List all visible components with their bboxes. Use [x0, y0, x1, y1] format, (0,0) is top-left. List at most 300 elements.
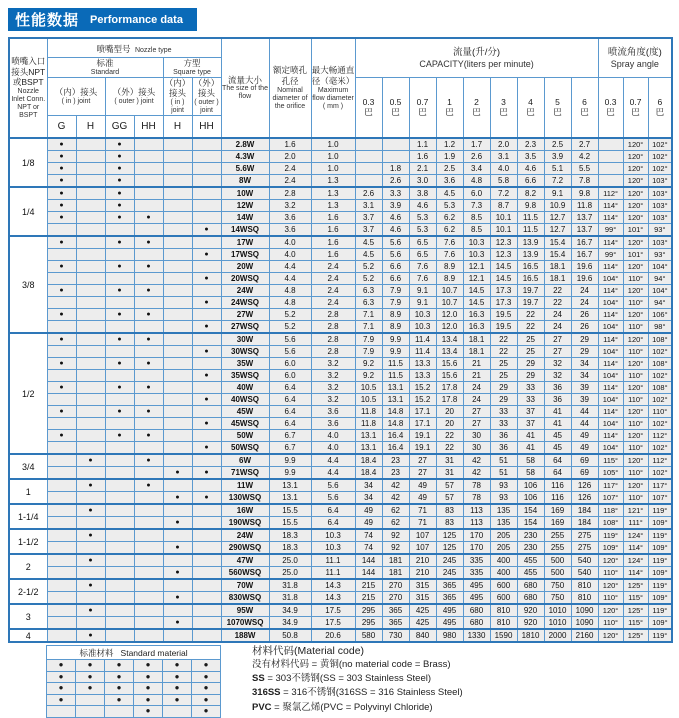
capacity-value: 13.3 — [409, 370, 436, 382]
spray-angle-value: 110° — [598, 567, 623, 580]
capacity-value: 680 — [463, 617, 490, 630]
capacity-value: 78 — [463, 479, 490, 492]
availability-dot: ● — [105, 406, 134, 418]
model-number: 188W — [221, 629, 269, 642]
availability-empty — [76, 346, 105, 358]
capacity-value: 10.5 — [355, 394, 382, 406]
spray-angle-value: 104° — [598, 394, 623, 406]
model-number: 20W — [221, 261, 269, 273]
capacity-value: 810 — [490, 604, 517, 617]
availability-empty — [76, 285, 105, 297]
capacity-value: 24 — [571, 285, 598, 297]
orifice-diameter: 2.4 — [269, 175, 311, 188]
capacity-value: 920 — [517, 617, 544, 630]
availability-empty — [76, 138, 105, 151]
capacity-value: 215 — [355, 592, 382, 605]
table-row — [9, 333, 672, 346]
availability-dot: ● — [47, 212, 76, 224]
availability-empty — [163, 224, 192, 237]
capacity-value: 1090 — [571, 604, 598, 617]
capacity-value: 14.5 — [463, 297, 490, 309]
capacity-value: 45 — [544, 430, 571, 442]
max-flow-diameter: 10.3 — [311, 542, 355, 555]
capacity-value: 21 — [463, 370, 490, 382]
header-connection-HH: HH — [192, 116, 221, 139]
orifice-diameter: 5.2 — [269, 309, 311, 321]
capacity-value: 6.0 — [463, 187, 490, 200]
spray-angle-value: 119° — [598, 529, 623, 542]
spray-angle-value: 102° — [648, 442, 672, 455]
availability-dot: ● — [105, 236, 134, 249]
capacity-value: 170 — [463, 529, 490, 542]
capacity-value: 29 — [571, 333, 598, 346]
availability-dot: ● — [192, 224, 221, 237]
spray-angle-value: 99° — [598, 249, 623, 261]
capacity-value: 29 — [490, 382, 517, 394]
availability-empty — [47, 554, 76, 567]
capacity-value: 335 — [463, 567, 490, 580]
spray-angle-value: 109° — [648, 617, 672, 630]
model-number: 11W — [221, 479, 269, 492]
orifice-diameter: 5.2 — [269, 321, 311, 334]
capacity-value: 58 — [517, 467, 544, 480]
availability-dot: ● — [163, 542, 192, 555]
capacity-value: 36 — [490, 430, 517, 442]
capacity-value: 23 — [382, 467, 409, 480]
spray-angle-value: 120° — [623, 138, 648, 151]
header-square-outer-joint: （外）接头 ( outer ) joint — [193, 77, 220, 114]
pipe-size: 1/2 — [9, 333, 47, 454]
availability-empty — [163, 163, 192, 175]
capacity-value: 17.8 — [436, 382, 463, 394]
capacity-value: 810 — [490, 617, 517, 630]
spray-angle-value: 102° — [648, 138, 672, 151]
pipe-size: 3 — [9, 604, 47, 629]
capacity-value: 24 — [463, 382, 490, 394]
orifice-diameter: 2.4 — [269, 163, 311, 175]
capacity-value: 8.7 — [490, 200, 517, 212]
availability-empty — [47, 542, 76, 555]
max-flow-diameter: 3.2 — [311, 382, 355, 394]
availability-empty — [47, 467, 76, 480]
availability-empty — [76, 567, 105, 580]
capacity-value: 1090 — [571, 617, 598, 630]
capacity-value: 230 — [517, 542, 544, 555]
availability-dot: ● — [134, 309, 163, 321]
availability-empty — [163, 236, 192, 249]
capacity-value: 30 — [463, 442, 490, 455]
capacity-value: 12.1 — [463, 273, 490, 285]
capacity-value: 1330 — [463, 629, 490, 642]
max-flow-diameter: 1.6 — [311, 212, 355, 224]
availability-empty — [163, 394, 192, 406]
availability-dot: ● — [76, 604, 105, 617]
orifice-diameter: 3.6 — [269, 224, 311, 237]
availability-empty — [105, 504, 134, 517]
model-number: 14W — [221, 212, 269, 224]
capacity-value — [355, 163, 382, 175]
availability-empty — [47, 592, 76, 605]
availability-empty — [47, 273, 76, 285]
availability-empty — [163, 382, 192, 394]
availability-empty — [134, 273, 163, 285]
table-row — [9, 567, 672, 580]
material-dot: ● — [105, 671, 134, 683]
availability-empty — [134, 554, 163, 567]
capacity-value: 425 — [409, 617, 436, 630]
spray-angle-value: 120° — [623, 454, 648, 467]
orifice-diameter: 5.6 — [269, 346, 311, 358]
capacity-value: 10.7 — [436, 297, 463, 309]
capacity-value: 170 — [463, 542, 490, 555]
availability-empty — [192, 542, 221, 555]
capacity-value: 49 — [355, 517, 382, 530]
model-number: 190WSQ — [221, 517, 269, 530]
capacity-value: 113 — [463, 517, 490, 530]
capacity-value: 4.5 — [355, 249, 382, 261]
availability-empty — [163, 200, 192, 212]
capacity-value: 18.4 — [355, 467, 382, 480]
availability-empty — [192, 504, 221, 517]
capacity-value: 365 — [382, 604, 409, 617]
material-row — [47, 671, 221, 683]
spray-angle-value: 108° — [598, 517, 623, 530]
max-flow-diameter: 2.4 — [311, 273, 355, 285]
capacity-value: 74 — [355, 529, 382, 542]
capacity-value: 14.8 — [382, 418, 409, 430]
capacity-value: 27 — [409, 467, 436, 480]
spray-angle-value: 112° — [648, 454, 672, 467]
capacity-value: 500 — [544, 567, 571, 580]
capacity-value: 12.3 — [490, 249, 517, 261]
capacity-value: 154 — [517, 504, 544, 517]
availability-empty — [163, 321, 192, 334]
capacity-value: 2000 — [544, 629, 571, 642]
max-flow-diameter: 17.5 — [311, 604, 355, 617]
capacity-value: 39 — [571, 382, 598, 394]
max-flow-diameter: 1.6 — [311, 224, 355, 237]
capacity-value: 6.2 — [436, 224, 463, 237]
orifice-diameter: 6.4 — [269, 406, 311, 418]
capacity-value: 25 — [490, 370, 517, 382]
availability-empty — [105, 273, 134, 285]
capacity-value: 7.6 — [409, 261, 436, 273]
availability-empty — [134, 138, 163, 151]
spray-angle-value: 106° — [648, 309, 672, 321]
availability-empty — [163, 297, 192, 309]
capacity-value: 600 — [490, 579, 517, 592]
availability-empty — [47, 297, 76, 309]
capacity-value: 26 — [571, 321, 598, 334]
orifice-diameter: 4.8 — [269, 297, 311, 309]
availability-empty — [192, 358, 221, 370]
table-row — [9, 151, 672, 163]
capacity-value: 495 — [463, 592, 490, 605]
availability-empty — [76, 592, 105, 605]
capacity-value: 3.1 — [490, 151, 517, 163]
availability-empty — [134, 370, 163, 382]
availability-dot: ● — [105, 187, 134, 200]
capacity-value: 181 — [382, 554, 409, 567]
orifice-diameter: 50.8 — [269, 629, 311, 642]
capacity-value: 13.9 — [517, 236, 544, 249]
model-number: 4.3W — [221, 151, 269, 163]
availability-empty — [163, 346, 192, 358]
spray-angle-value: 93° — [648, 224, 672, 237]
max-flow-diameter: 5.6 — [311, 492, 355, 505]
availability-dot: ● — [134, 236, 163, 249]
material-dot: ● — [47, 671, 76, 683]
orifice-diameter: 2.0 — [269, 151, 311, 163]
capacity-value: 400 — [490, 567, 517, 580]
availability-empty — [134, 467, 163, 480]
capacity-value: 6.6 — [382, 261, 409, 273]
availability-empty — [47, 529, 76, 542]
spray-angle-value: 103° — [648, 236, 672, 249]
availability-empty — [47, 394, 76, 406]
capacity-value: 1.1 — [409, 138, 436, 151]
table-row — [9, 163, 672, 175]
capacity-value: 9.2 — [355, 370, 382, 382]
availability-empty — [134, 579, 163, 592]
capacity-value: 13.1 — [382, 394, 409, 406]
capacity-value: 7.1 — [355, 309, 382, 321]
pipe-size: 1-1/2 — [9, 529, 47, 554]
max-flow-diameter: 4.4 — [311, 454, 355, 467]
availability-dot: ● — [192, 418, 221, 430]
capacity-value: 8.9 — [382, 321, 409, 334]
material-dot: ● — [134, 706, 163, 718]
capacity-value: 169 — [544, 517, 571, 530]
material-empty — [105, 706, 134, 718]
capacity-value: 3.6 — [436, 175, 463, 188]
model-number: 30W — [221, 333, 269, 346]
orifice-diameter: 13.1 — [269, 492, 311, 505]
table-row — [9, 358, 672, 370]
max-flow-diameter: 1.6 — [311, 236, 355, 249]
page-title — [8, 8, 197, 31]
capacity-value: 315 — [409, 579, 436, 592]
availability-dot: ● — [192, 321, 221, 334]
spray-angle-value: 107° — [648, 492, 672, 505]
header-pressure-5-bar: 5 巴 — [544, 77, 571, 138]
capacity-value: 18.1 — [463, 346, 490, 358]
capacity-value: 230 — [517, 529, 544, 542]
material-dot: ● — [163, 683, 192, 695]
capacity-value: 13.7 — [571, 224, 598, 237]
availability-empty — [163, 418, 192, 430]
availability-dot: ● — [192, 394, 221, 406]
availability-dot: ● — [47, 430, 76, 442]
availability-empty — [192, 592, 221, 605]
orifice-diameter: 1.6 — [269, 138, 311, 151]
material-empty — [47, 706, 76, 718]
spray-angle-value: 110° — [623, 418, 648, 430]
capacity-value: 93 — [490, 492, 517, 505]
availability-empty — [192, 261, 221, 273]
header-flow-size: 流量大小 The size of the flow — [221, 38, 269, 138]
capacity-value: 42 — [463, 454, 490, 467]
orifice-diameter: 31.8 — [269, 579, 311, 592]
availability-empty — [192, 430, 221, 442]
availability-empty — [163, 529, 192, 542]
availability-empty — [47, 517, 76, 530]
spray-angle-value: 120° — [623, 200, 648, 212]
availability-empty — [163, 175, 192, 188]
spray-angle-value: 104° — [598, 442, 623, 455]
capacity-value: 7.9 — [355, 333, 382, 346]
material-dot: ● — [192, 694, 221, 706]
capacity-value: 37 — [517, 418, 544, 430]
availability-empty — [47, 224, 76, 237]
spray-angle-value: 120° — [623, 309, 648, 321]
header-connection-GG: GG — [105, 116, 134, 139]
capacity-value: 22 — [517, 309, 544, 321]
capacity-value: 13.9 — [517, 249, 544, 261]
capacity-value: 10.3 — [463, 236, 490, 249]
capacity-value: 2.0 — [490, 138, 517, 151]
orifice-diameter: 15.5 — [269, 517, 311, 530]
capacity-value: 275 — [571, 529, 598, 542]
orifice-diameter: 15.5 — [269, 504, 311, 517]
availability-empty — [47, 492, 76, 505]
orifice-diameter: 18.3 — [269, 542, 311, 555]
model-number: 20WSQ — [221, 273, 269, 285]
orifice-diameter: 6.0 — [269, 358, 311, 370]
capacity-value: 2.5 — [544, 138, 571, 151]
capacity-value: 275 — [571, 542, 598, 555]
availability-empty — [76, 175, 105, 188]
availability-dot: ● — [105, 261, 134, 273]
capacity-value: 41 — [544, 418, 571, 430]
model-number: 560WSQ — [221, 567, 269, 580]
capacity-value: 12.7 — [544, 212, 571, 224]
capacity-value: 144 — [355, 554, 382, 567]
standard-material-header: 标准材料 Standard material — [47, 646, 221, 660]
spray-angle-value: 102° — [648, 346, 672, 358]
table-row — [9, 212, 672, 224]
capacity-value: 11.8 — [571, 200, 598, 212]
availability-empty — [134, 297, 163, 309]
availability-dot: ● — [76, 629, 105, 642]
model-number: 45WSQ — [221, 418, 269, 430]
capacity-value: 425 — [409, 604, 436, 617]
availability-dot: ● — [163, 517, 192, 530]
capacity-value — [355, 175, 382, 188]
capacity-value: 11.5 — [382, 358, 409, 370]
capacity-value: 7.3 — [463, 200, 490, 212]
model-number: 24WSQ — [221, 297, 269, 309]
availability-empty — [192, 579, 221, 592]
availability-dot: ● — [105, 309, 134, 321]
capacity-value: 455 — [517, 554, 544, 567]
availability-empty — [134, 394, 163, 406]
capacity-value: 16.4 — [382, 430, 409, 442]
max-flow-diameter: 2.8 — [311, 346, 355, 358]
capacity-value: 33 — [517, 394, 544, 406]
availability-empty — [192, 138, 221, 151]
capacity-value: 10.1 — [490, 224, 517, 237]
capacity-value: 6.6 — [382, 273, 409, 285]
availability-empty — [134, 200, 163, 212]
capacity-value: 29 — [517, 370, 544, 382]
availability-empty — [76, 309, 105, 321]
capacity-value: 126 — [571, 479, 598, 492]
capacity-value: 12.0 — [436, 309, 463, 321]
capacity-value: 2160 — [571, 629, 598, 642]
table-row — [9, 579, 672, 592]
table-row — [9, 529, 672, 542]
capacity-value: 8.9 — [436, 273, 463, 285]
capacity-value: 27 — [409, 454, 436, 467]
max-flow-diameter: 3.6 — [311, 406, 355, 418]
capacity-value: 8.5 — [463, 224, 490, 237]
availability-dot: ● — [134, 479, 163, 492]
material-code-legend — [252, 644, 672, 715]
model-number: 30WSQ — [221, 346, 269, 358]
capacity-value: 13.1 — [382, 382, 409, 394]
availability-empty — [163, 138, 192, 151]
capacity-value: 18.1 — [544, 261, 571, 273]
header-spray-angle: 喷流角度(度) Spray angle — [598, 38, 672, 77]
capacity-value: 69 — [571, 454, 598, 467]
orifice-diameter: 6.7 — [269, 430, 311, 442]
capacity-value: 42 — [382, 492, 409, 505]
material-row — [47, 694, 221, 706]
capacity-value: 33 — [490, 406, 517, 418]
availability-dot: ● — [134, 454, 163, 467]
availability-empty — [105, 617, 134, 630]
capacity-value: 7.1 — [355, 321, 382, 334]
orifice-diameter: 4.4 — [269, 261, 311, 273]
availability-empty — [47, 321, 76, 334]
orifice-diameter: 4.0 — [269, 236, 311, 249]
table-row — [9, 554, 672, 567]
spray-angle-value: 119° — [648, 554, 672, 567]
capacity-value: 125 — [436, 529, 463, 542]
availability-empty — [134, 504, 163, 517]
header-spray-pressure-0.3-bar: 0.3 巴 — [598, 77, 623, 138]
availability-empty — [105, 517, 134, 530]
capacity-value: 11.5 — [517, 212, 544, 224]
capacity-value: 19.7 — [517, 285, 544, 297]
spray-angle-value: 108° — [648, 358, 672, 370]
spray-angle-value: 119° — [648, 504, 672, 517]
availability-empty — [163, 151, 192, 163]
availability-empty — [47, 579, 76, 592]
capacity-value: 980 — [436, 629, 463, 642]
spray-angle-value: 110° — [623, 370, 648, 382]
spray-angle-value: 94° — [648, 273, 672, 285]
availability-empty — [105, 629, 134, 642]
model-number: 45W — [221, 406, 269, 418]
material-dot: ● — [163, 694, 192, 706]
model-number: 17W — [221, 236, 269, 249]
capacity-value: 21 — [463, 358, 490, 370]
availability-dot: ● — [192, 249, 221, 261]
pipe-size: 4 — [9, 629, 47, 642]
header-max-diameter: 最大畅通直径（毫米） Maximum flow diameter ( mm ) — [311, 38, 355, 138]
availability-empty — [163, 579, 192, 592]
spray-angle-value: 120° — [623, 261, 648, 273]
spray-angle-value: 120° — [598, 579, 623, 592]
capacity-value: 365 — [436, 579, 463, 592]
capacity-value: 500 — [544, 554, 571, 567]
spray-angle-value: 120° — [623, 187, 648, 200]
pipe-size: 3/4 — [9, 454, 47, 479]
capacity-value: 27 — [463, 418, 490, 430]
capacity-value: 36 — [490, 442, 517, 455]
